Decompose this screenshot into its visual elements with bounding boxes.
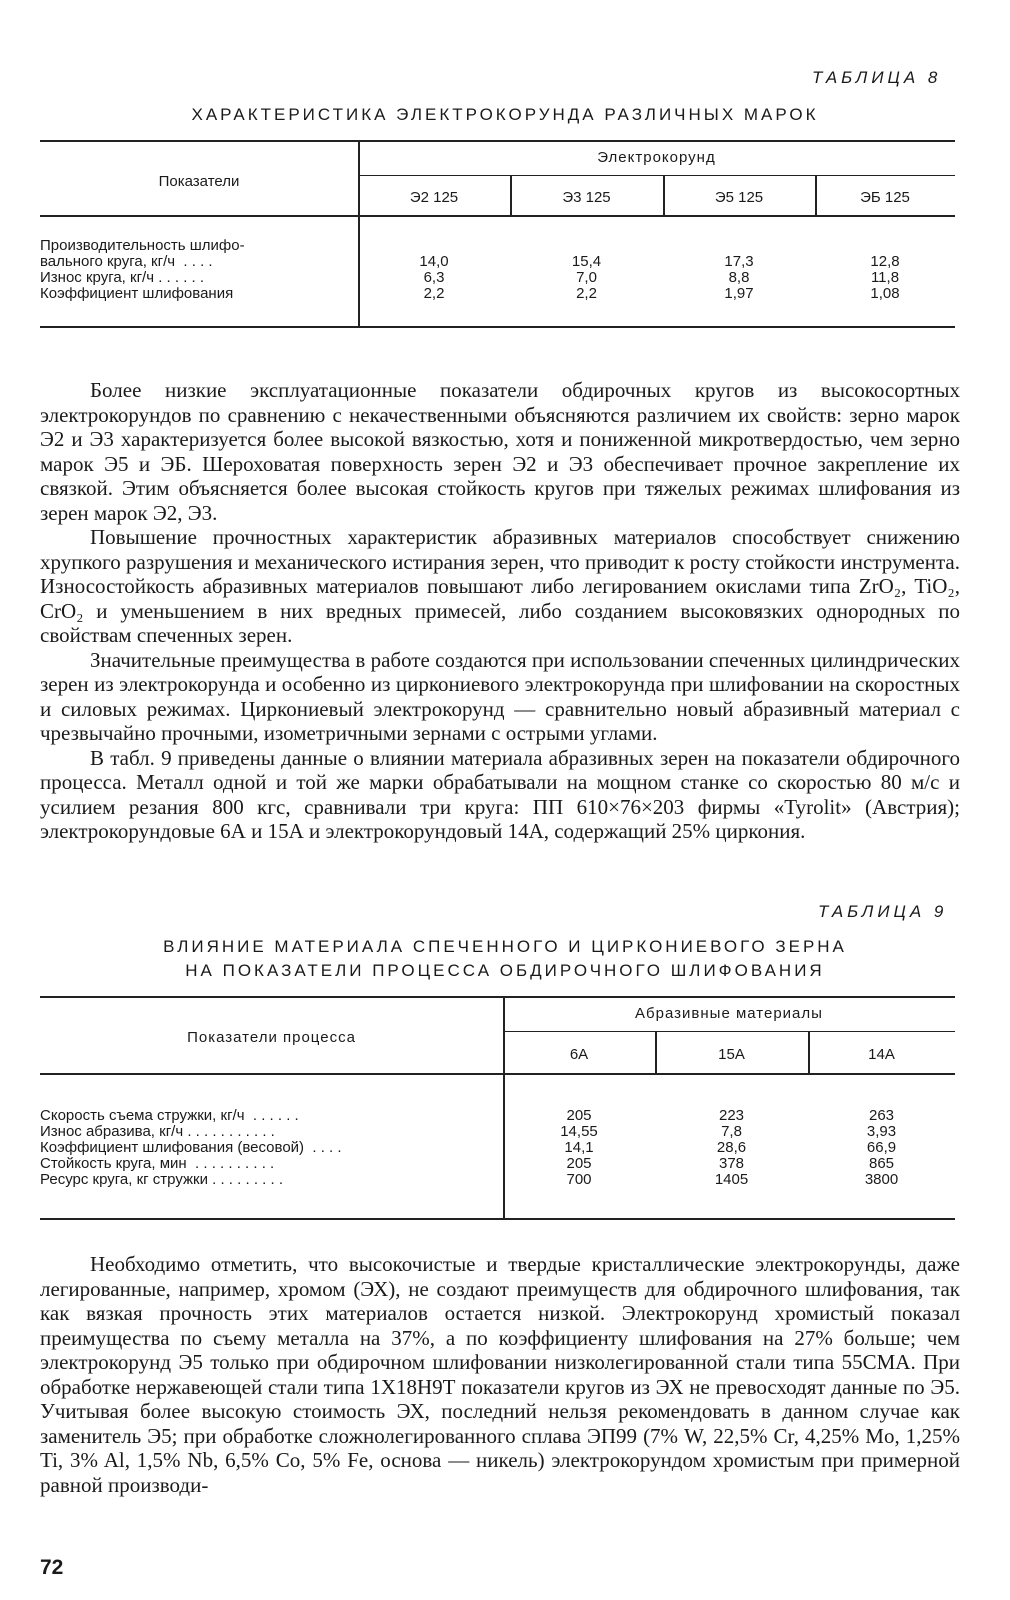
table-9-cell: 28,6 xyxy=(716,1139,747,1156)
table-8-col-header: Э3 125 xyxy=(562,189,611,206)
table-9-cell: 205 xyxy=(566,1155,592,1172)
table-9-label: ТАБЛИЦА 9 xyxy=(818,902,948,921)
table-9-col-header: 14А xyxy=(868,1046,895,1063)
table-8-row-label: Производительность шлифо- xyxy=(40,237,245,254)
paragraph: Повышение прочностных характеристик абразивных материалов способствует снижению хрупкого разрушения и механического истирания зерен, что приводит к росту стойкости инструмента. Износостойкость абразивных материалов повышают либо легированием окислами типа ZrO₂, TiO₂, CrO₂ и уменьшением в них вредных примесей, либо созданием высоковязких однородных по свойствам спеченных зерен. xyxy=(40,525,960,647)
table-8-cell: 17,3 xyxy=(724,253,754,270)
table-9-cell: 700 xyxy=(566,1171,592,1188)
paragraph: Значительные преимущества в работе создаются при использовании спеченных цилиндрических зерен из электрокорунда и особенно из циркониевого электрокорунда при шлифовании на скоростных и силовых режимах. Циркониевый электрокорунд — сравнительно новый абразивный материал с чрезвычайно прочными, изометричными зернами с острыми углами. xyxy=(40,647,960,745)
paragraph: Более низкие эксплуатационные показатели обдирочных кругов из высокосортных электрокорундов по сравнению с некачественными объясняются различием их свойств: зерно марок Э2 и Э3 характеризуется более высокой вязкостью, хотя и пониженной микротвердостью, чем зерно марок Э5 и ЭБ. Шероховатая поверхность зерен Э2 и Э3 обеспечивает прочное закрепление их связкой. Этим объясняется более высокая стойкость кругов при тяжелых режимах шлифования из зерен марок Э2, Э3. xyxy=(40,378,960,525)
table-8-label: ТАБЛИЦА 8 xyxy=(812,68,942,87)
table-9-cell: 14,55 xyxy=(560,1123,598,1140)
table-9-col0-header: Показатели процесса xyxy=(187,1029,356,1046)
table-9-col-header: 6А xyxy=(569,1046,589,1063)
table-9-cell: 3800 xyxy=(864,1171,899,1188)
table-8-row-label: Коэффициент шлифования xyxy=(40,285,234,302)
table-8-cell: 11,8 xyxy=(870,269,900,286)
table-8-col-header: Э2 125 xyxy=(409,189,459,206)
table-9-row-label: Ресурс круга, кг стружки . . . . . . . . . xyxy=(40,1171,283,1188)
table-9-row-label: Износ абразива, кг/ч . . . . . . . . . . . xyxy=(40,1123,275,1140)
table-9-row-label: Коэффициент шлифования (весовой) . . . . xyxy=(40,1139,342,1156)
table-9-cell: 865 xyxy=(868,1155,895,1172)
table-9-group-header: Абразивные материалы xyxy=(635,1005,823,1022)
table-8-cell: 14,0 xyxy=(419,253,449,270)
table-9-col-header: 15А xyxy=(718,1046,745,1063)
table-9-cell: 66,9 xyxy=(866,1139,897,1156)
table-9-cell: 378 xyxy=(718,1155,745,1172)
page-number: 72 xyxy=(40,1556,64,1579)
table-9-cell: 205 xyxy=(566,1107,592,1124)
table-8-cell: 15,4 xyxy=(571,253,602,270)
table-9-cell: 3,93 xyxy=(866,1123,897,1140)
table-8-cell: 1,08 xyxy=(870,285,900,302)
table-9-row-label: Стойкость круга, мин . . . . . . . . . . xyxy=(40,1155,275,1172)
table-8-cell: 7,0 xyxy=(576,269,597,286)
table-8-col-header: Э5 125 xyxy=(714,189,764,206)
table-9-cell: 7,8 xyxy=(721,1123,742,1140)
table-8-cell: 1,97 xyxy=(724,285,754,302)
table-9-cell: 263 xyxy=(868,1107,895,1124)
table-8-cell: 2,2 xyxy=(576,285,597,302)
table-9-title-line1: ВЛИЯНИЕ МАТЕРИАЛА СПЕЧЕННОГО И ЦИРКОНИЕВОГО ЗЕРНА xyxy=(163,937,847,956)
table-9-row-label: Скорость съема стружки, кг/ч . . . . . . xyxy=(40,1107,299,1124)
table-8-row-label: Износ круга, кг/ч . . . . . . xyxy=(40,269,205,286)
table-8-group-header: Электрокорунд xyxy=(597,149,716,166)
table-8-cell: 6,3 xyxy=(423,269,445,286)
table-8-title: ХАРАКТЕРИСТИКА ЭЛЕКТРОКОРУНДА РАЗЛИЧНЫХ МАРОК xyxy=(191,105,819,124)
table-8-col-header: ЭБ 125 xyxy=(860,189,910,206)
table-9-cell: 1405 xyxy=(714,1171,749,1188)
table-8-cell: 12,8 xyxy=(870,253,900,270)
body-text-2 xyxy=(40,1252,960,1497)
table-8-cell: 2,2 xyxy=(423,285,445,302)
table-8-cell: 8,8 xyxy=(728,269,750,286)
table-9-cell: 223 xyxy=(718,1107,745,1124)
table-9-cell: 14,1 xyxy=(564,1139,594,1156)
table-8-row-label: вального круга, кг/ч . . . . xyxy=(40,253,213,270)
table-9-title-line2: НА ПОКАЗАТЕЛИ ПРОЦЕССА ОБДИРОЧНОГО ШЛИФОВАНИЯ xyxy=(185,961,825,980)
paragraph: Необходимо отметить, что высокочистые и твердые кристаллические электрокорунды, даже легированные, например, хромом (ЭХ), не создают преимуществ для обдирочного шлифования, так как вязкая прочность этих материалов остается низкой. Электрокорунд хромистый показал преимущества по съему металла на 37%, а по коэффициенту шлифования на 27% больше; чем электрокорунд Э5 только при обдирочном шлифовании низколегированной стали типа 55СМА. При обработке нержавеющей стали типа 1Х18Н9Т показатели кругов из ЭХ не превосходят данные по Э5. Учитывая более высокую стоимость ЭХ, последний нельзя рекомендовать в данном случае как заменитель Э5; при обработке сложнолегированного сплава ЭП99 (7% W, 22,5% Cr, 4,25% Mo, 1,25% Ti, 3% Al, 1,5% Nb, 6,5% Co, 5% Fe, основа — никель) электрокорундом хромистым при примерной равной производи- xyxy=(40,1252,960,1497)
body-text-1 xyxy=(40,378,960,844)
paragraph: В табл. 9 приведены данные о влиянии материала абразивных зерен на показатели обдирочного процесса. Металл одной и той же марки обрабатывали на мощном станке со скоростью 80 м/с и усилием резания 800 кгс, сравнивали три круга: ПП 610×76×203 фирмы «Tyrolit» (Австрия); электрокорундовые 6А и 15А и электрокорундовый 14А, содержащий 25% циркония. xyxy=(40,745,960,843)
table-8-col0-header: Показатели xyxy=(158,173,240,190)
